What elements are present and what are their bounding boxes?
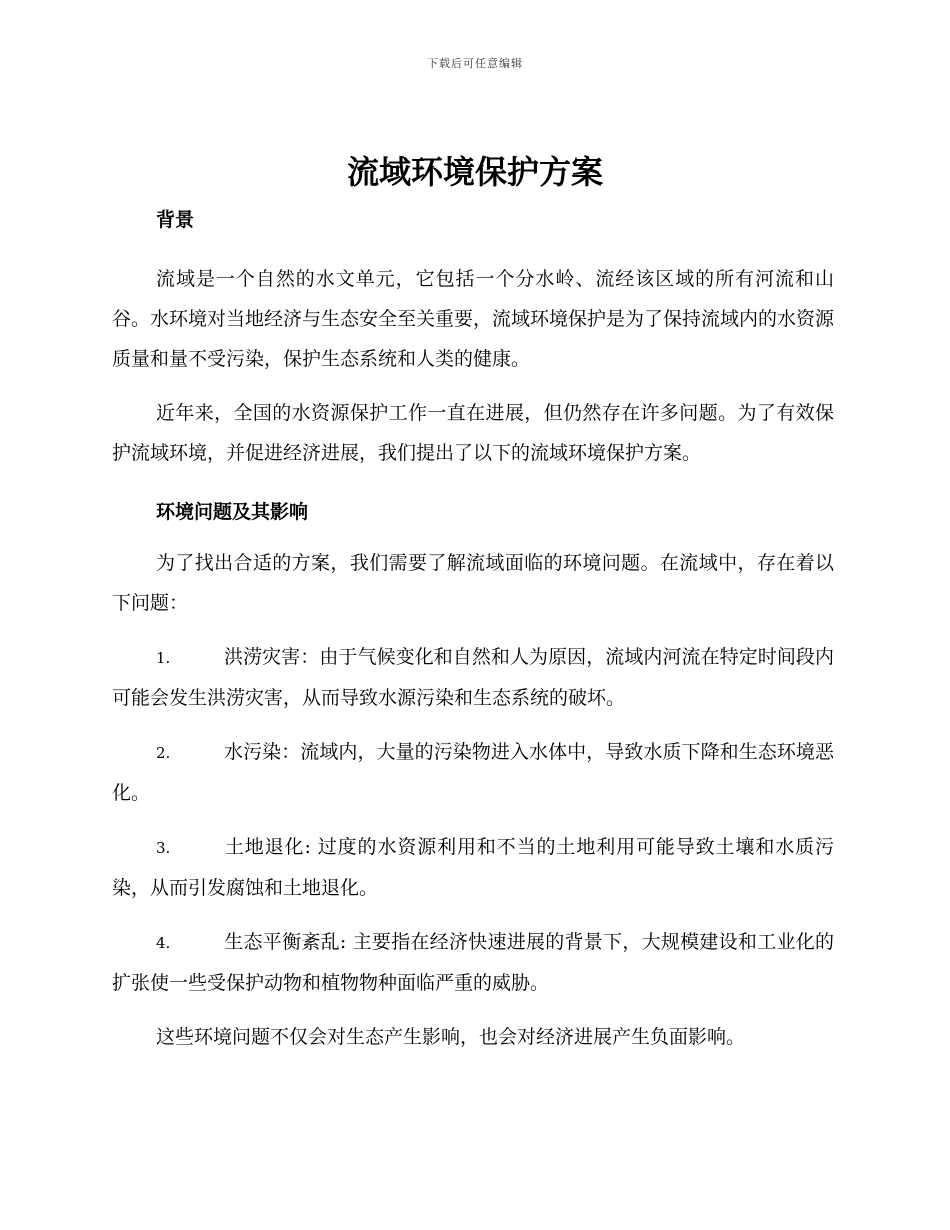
list-item-number: 1.: [156, 649, 171, 667]
list-item-number: 3.: [156, 839, 171, 857]
list-item-text: 水污染：流域内，大量的污染物进入水体中，导致水质下降和生态环境恶化。: [112, 741, 834, 804]
list-item-text: 洪涝灾害：由于气候变化和自然和人为原因，流域内河流在特定时间段内可能会发生洪涝灾害，从而导致水源污染和生态系统的破坏。: [112, 646, 834, 709]
list-item-text: 土地退化: 过度的水资源利用和不当的土地利用可能导致土壤和水质污染，从而引发腐蚀和土地退化。: [112, 836, 834, 899]
paragraph: 近年来，全国的水资源保护工作一直在进展，但仍然存在许多问题。为了有效保护流域环境，并促进经济进展，我们提出了以下的流域环境保护方案。: [112, 402, 834, 464]
list-item: [112, 732, 834, 813]
section-heading-issues: 环境问题及其影响: [156, 501, 309, 523]
paragraph-conclusion: 这些环境问题不仅会对生态产生影响，也会对经济进展产生负面影响。: [156, 1026, 746, 1048]
paragraph-intro: 为了找出合适的方案，我们需要了解流域面临的环境问题。在流域中，存在着以下问题：: [112, 552, 834, 614]
list-item-number: 2.: [156, 744, 171, 762]
list-item: [112, 827, 834, 908]
header-note: 下载后可任意编辑: [427, 57, 523, 70]
list-item-number: 4.: [156, 934, 171, 952]
list-item-text: 生态平衡紊乱: 主要指在经济快速进展的背景下，大规模建设和工业化的扩张使一些受保护动物和植物物种面临严重的威胁。: [112, 931, 834, 994]
list-item: [112, 637, 834, 718]
paragraph: 流域是一个自然的水文单元，它包括一个分水岭、流经该区域的所有河流和山谷。水环境对当地经济与生态安全至关重要，流域环境保护是为了保持流域内的水资源质量和量不受污染，保护生态系统和人类的健康。: [112, 268, 835, 370]
list-item: [112, 922, 834, 1003]
document-body: [112, 203, 834, 1057]
section-heading-background: 背景: [156, 209, 195, 231]
document-title: 流域环境保护方案: [346, 153, 603, 191]
